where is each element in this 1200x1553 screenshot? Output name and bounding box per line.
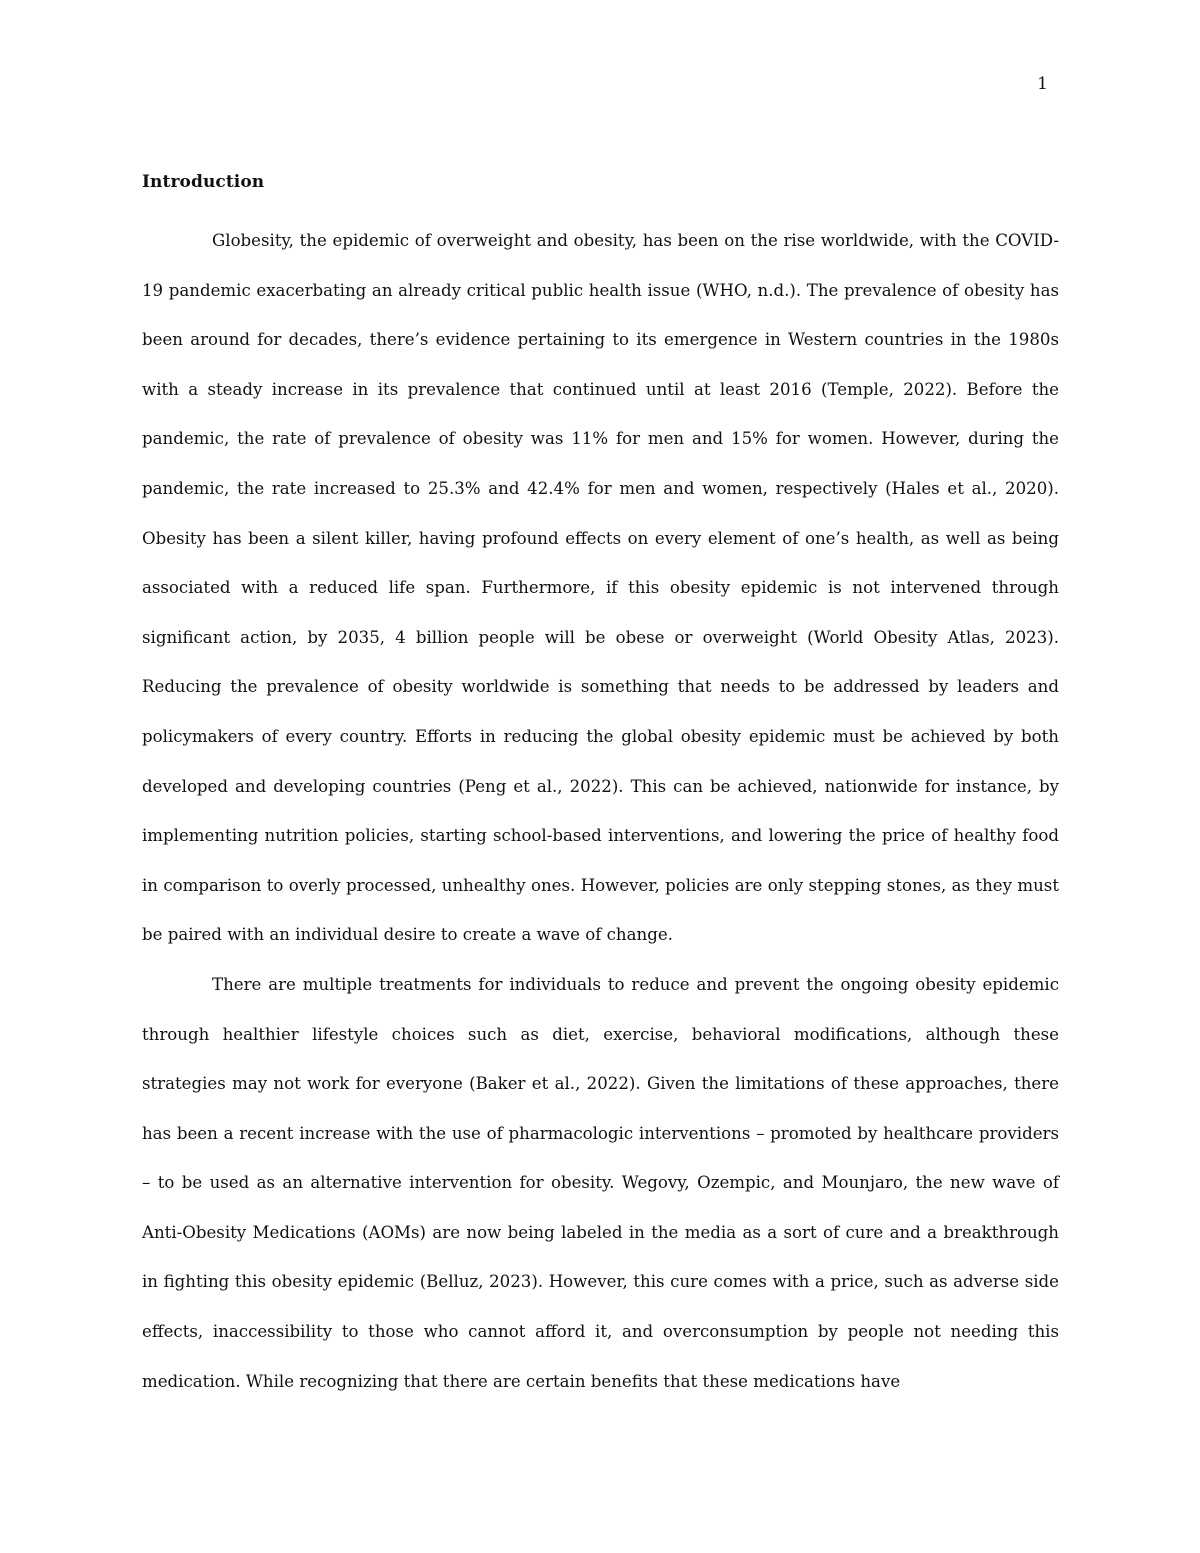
document-body — [142, 170, 1059, 1406]
page-number: 1 — [1037, 74, 1048, 94]
section-heading: Introduction — [142, 172, 265, 192]
paragraph-1: Globesity, the epidemic of overweight and obesity, has been on the rise worldwide, with the COVID-19 pandemic exacerbating an already critical public health issue (WHO, n.d.). The prevalence of obesity has been around for decades, there’s evidence pertaining to its emergence in Western countries in the 1980s with a steady increase in its prevalence that continued until at least 2016 (Temple, 2022). Before the pandemic, the rate of prevalence of obesity was 11% for men and 15% for women. However, during the pandemic, the rate increased to 25.3% and 42.4% for men and women, respectively (Hales et al., 2020). Obesity has been a silent killer, having profound effects on every element of one’s health, as well as being associated with a reduced life span. Furthermore, if this obesity epidemic is not intervened through significant action, by 2035, 4 billion people will be obese or overweight (World Obesity Atlas, 2023). Reducing the prevalence of obesity worldwide is something that needs to be addressed by leaders and policymakers of every country. Efforts in reducing the global obesity epidemic must be achieved by both developed and developing countries (Peng et al., 2022). This can be achieved, nationwide for instance, by implementing nutrition policies, starting school-based interventions, and lowering the price of healthy food in comparison to overly processed, unhealthy ones. However, policies are only stepping stones, as they must be paired with an individual desire to create a wave of change. — [142, 231, 1059, 945]
paragraph-2: There are multiple treatments for individuals to reduce and prevent the ongoing obesity epidemic through healthier lifestyle choices such as diet, exercise, behavioral modifications, although these strategies may not work for everyone (Baker et al., 2022). Given the limitations of these approaches, there has been a recent increase with the use of pharmacologic interventions – promoted by healthcare providers – to be used as an alternative intervention for obesity. Wegovy, Ozempic, and Mounjaro, the new wave of Anti-Obesity Medications (AOMs) are now being labeled in the media as a sort of cure and a breakthrough in fighting this obesity epidemic (Belluz, 2023). However, this cure comes with a price, such as adverse side effects, inaccessibility to those who cannot afford it, and overconsumption by people not needing this medication. While recognizing that there are certain benefits that these medications have — [142, 974, 1059, 1391]
